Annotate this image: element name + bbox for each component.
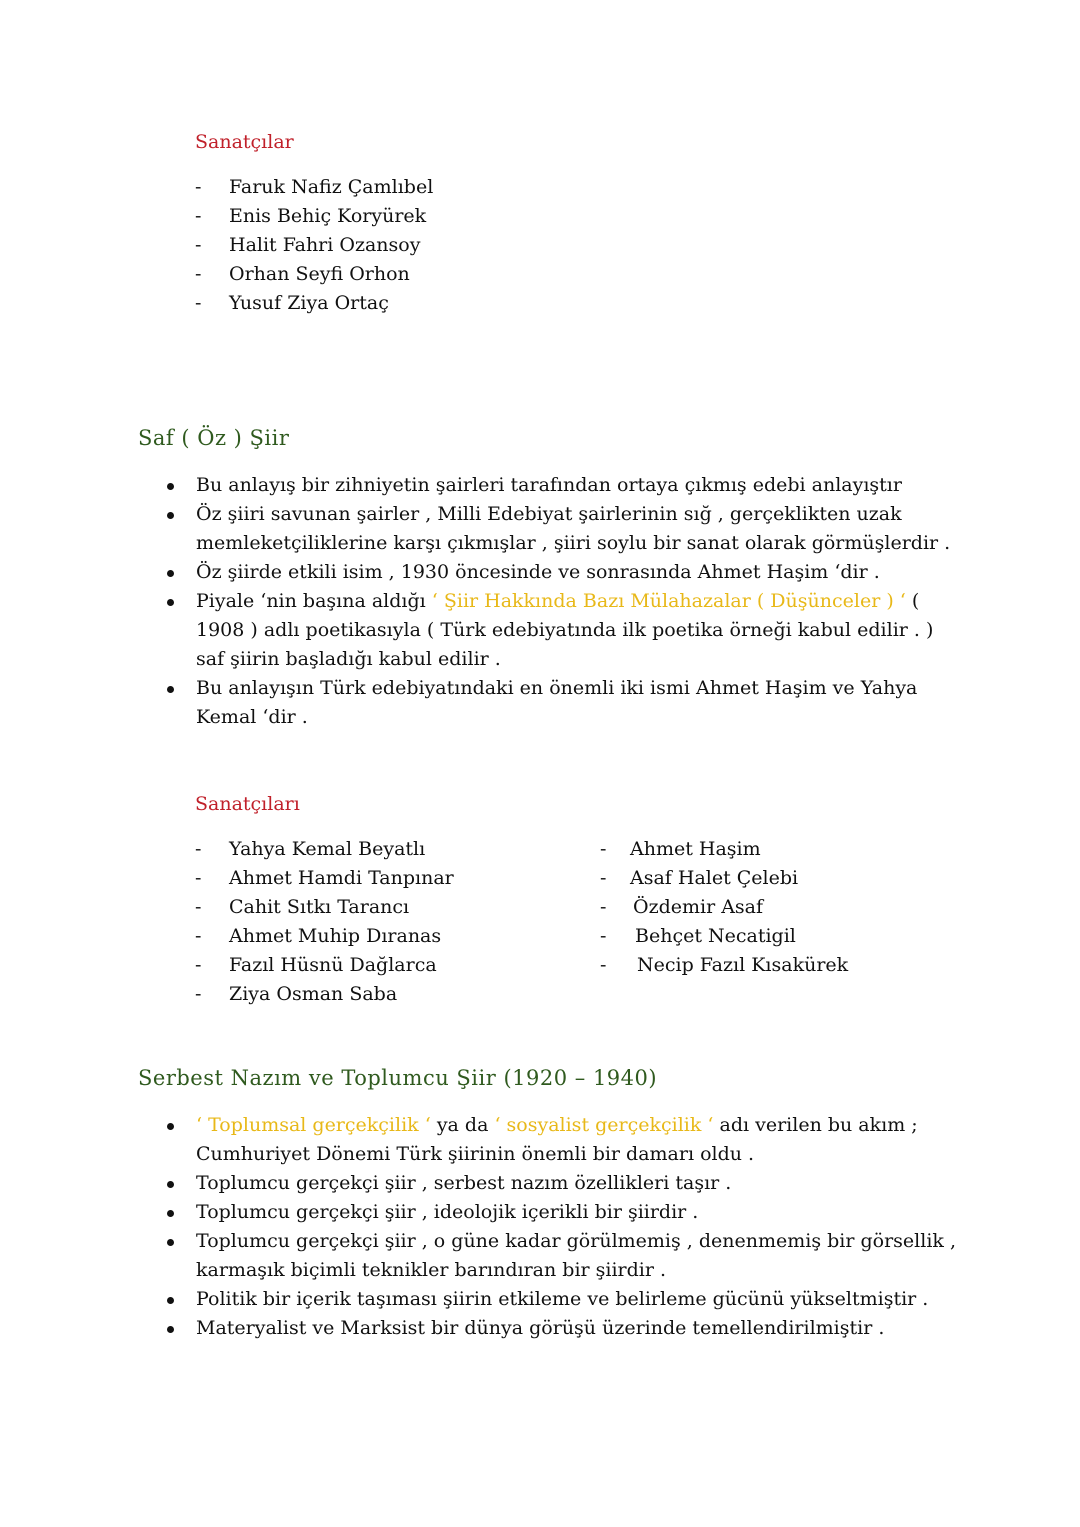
list-item: Piyale ‘nin başına aldığı ‘ Şiir Hakkında Bazı Mülahazalar ( Düşünceler ) ‘ ( 1908 ) adlı poetikasıyla ( Türk edebiyatında ilk poetika örneği kabul edilir . ) saf şiirin başladığı kabul edilir . xyxy=(138,587,958,674)
artist-list-col2 xyxy=(600,835,848,980)
list-item: - Yahya Kemal Beyatlı xyxy=(195,838,426,860)
list-item: Toplumcu gerçekçi şiir , o güne kadar görülmemiş , denenmemiş bir görsellik , karmaşık biçimli teknikler barındıran bir şiirdir . xyxy=(138,1227,958,1285)
section-label-sanatcilar: Sanatçılar xyxy=(195,131,294,153)
list-item: - Fazıl Hüsnü Dağlarca xyxy=(195,954,437,976)
section-label-sanatcilari: Sanatçıları xyxy=(195,793,300,815)
artist-list-col1 xyxy=(195,835,454,1009)
saf-siir-bullets xyxy=(138,471,958,732)
list-item: Toplumcu gerçekçi şiir , serbest nazım özellikleri taşır . xyxy=(138,1169,958,1198)
heading-serbest-nazim: Serbest Nazım ve Toplumcu Şiir (1920 – 1940) xyxy=(138,1066,658,1090)
list-item: - Asaf Halet Çelebi xyxy=(600,867,799,889)
list-item: - Faruk Nafiz Çamlıbel xyxy=(195,176,434,198)
list-item: - Necip Fazıl Kısakürek xyxy=(600,954,849,976)
list-item: - Ahmet Haşim xyxy=(600,838,761,860)
list-item: Bu anlayışın Türk edebiyatındaki en önemli iki ismi Ahmet Haşim ve Yahya Kemal ‘dir . xyxy=(138,674,958,732)
list-item: - Ahmet Muhip Dıranas xyxy=(195,925,442,947)
list-item: - Özdemir Asaf xyxy=(600,896,764,918)
toplumcu-siir-bullets xyxy=(138,1111,958,1343)
artist-list xyxy=(195,173,433,318)
list-item: - Ahmet Hamdi Tanpınar xyxy=(195,867,454,889)
list-item: - Behçet Necatigil xyxy=(600,925,796,947)
highlight-text: ‘ Şiir Hakkında Bazı Mülahazalar ( Düşünceler ) ‘ xyxy=(431,590,906,612)
list-item: - Halit Fahri Ozansoy xyxy=(195,234,421,256)
list-item: - Enis Behiç Koryürek xyxy=(195,205,427,227)
highlight-text: ‘ Toplumsal gerçekçilik ‘ xyxy=(196,1114,431,1136)
list-item: - Yusuf Ziya Ortaç xyxy=(195,292,389,314)
list-item: ‘ Toplumsal gerçekçilik ‘ ya da ‘ sosyalist gerçekçilik ‘ adı verilen bu akım ; Cumhuriyet Dönemi Türk şiirinin önemli bir damarı oldu . xyxy=(138,1111,958,1169)
list-item: Öz şiirde etkili isim , 1930 öncesinde ve sonrasında Ahmet Haşim ‘dir . xyxy=(138,558,958,587)
list-item: - Ziya Osman Saba xyxy=(195,983,398,1005)
list-item: Politik bir içerik taşıması şiirin etkileme ve belirleme gücünü yükseltmiştir . xyxy=(138,1285,958,1314)
list-item: Bu anlayış bir zihniyetin şairleri tarafından ortaya çıkmış edebi anlayıştır xyxy=(138,471,958,500)
highlight-text: ‘ sosyalist gerçekçilik ‘ xyxy=(494,1114,714,1136)
list-item: - Orhan Seyfi Orhon xyxy=(195,263,410,285)
list-item: Toplumcu gerçekçi şiir , ideolojik içerikli bir şiirdir . xyxy=(138,1198,958,1227)
list-item: Materyalist ve Marksist bir dünya görüşü üzerinde temellendirilmiştir . xyxy=(138,1314,958,1343)
list-item: - Cahit Sıtkı Tarancı xyxy=(195,896,410,918)
list-item: Öz şiiri savunan şairler , Milli Edebiyat şairlerinin sığ , gerçeklikten uzak memleketçiliklerine karşı çıkmışlar , şiiri soylu bir sanat olarak görmüşlerdir . xyxy=(138,500,958,558)
heading-saf-siir: Saf ( Öz ) Şiir xyxy=(138,426,290,450)
